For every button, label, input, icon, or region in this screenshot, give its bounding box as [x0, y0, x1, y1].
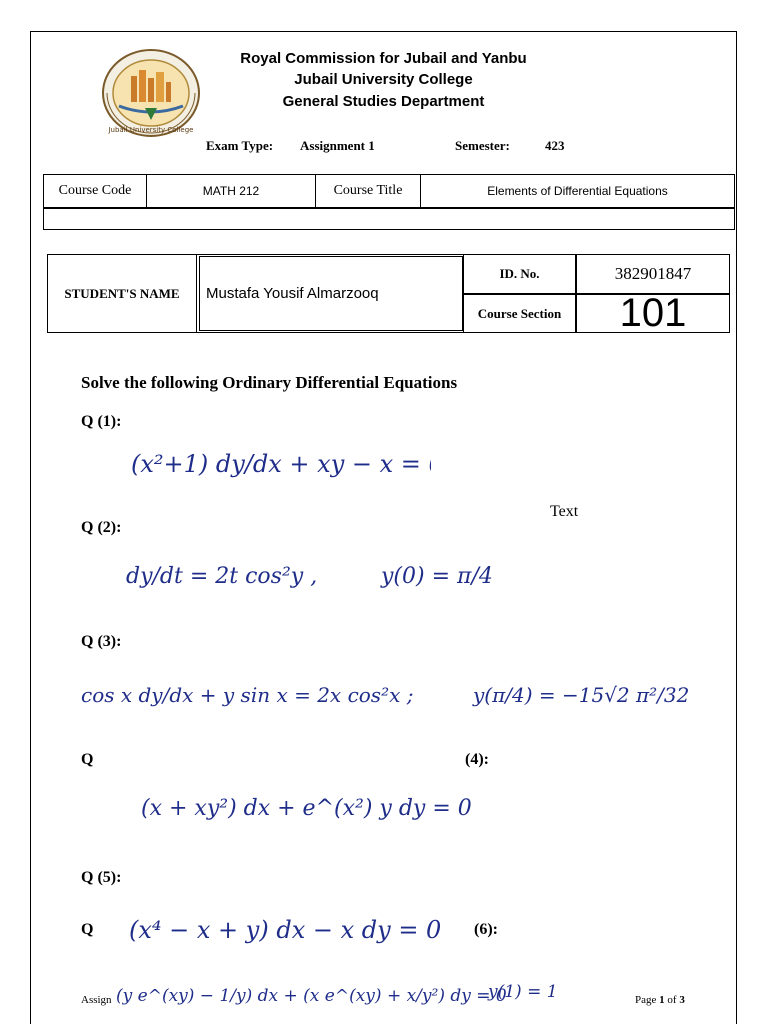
page-total: 3: [679, 994, 685, 1006]
q5-equation: (x⁴ − x + y) dx − x dy = 0: [129, 916, 442, 944]
q6-equation: (y e^(xy) − 1/y) dx + (x e^(xy) + x/y²) dy = 0: [116, 986, 507, 1006]
semester-label: Semester:: [455, 138, 510, 153]
q6-label-suffix: (6):: [474, 921, 498, 938]
course-table: [43, 174, 735, 208]
q5-handwriting: [129, 900, 469, 960]
header-line-2: Jubail University College: [294, 71, 473, 88]
id-value: 382901847: [576, 254, 730, 294]
q2-label: Q (2):: [81, 519, 122, 536]
course-section-value: 101: [576, 294, 730, 333]
logo-text: Jubail University College: [108, 126, 194, 134]
footer-left: Assign: [81, 994, 112, 1006]
id-label: ID. No.: [463, 254, 576, 294]
q3-initial-condition: y(π/4) = −15√2 π²/32: [473, 683, 690, 707]
header-line-3: General Studies Department: [282, 93, 485, 110]
course-section-label: Course Section: [463, 294, 576, 333]
q2-handwriting: [126, 547, 506, 607]
q1-equation: (x²+1) dy/dx + xy − x = 0: [131, 450, 431, 478]
course-title-value: Elements of Differential Equations: [421, 175, 735, 208]
q1-handwriting: [131, 437, 431, 497]
instructions: Solve the following Ordinary Differential Equations: [81, 373, 458, 392]
q2-equation: dy/dt = 2t cos²y ,: [126, 564, 318, 589]
q4-equation: (x + xy²) dx + e^(x²) y dy = 0: [141, 796, 472, 821]
q6-initial-condition: y(1) = 1: [488, 982, 558, 1002]
q1-label: Q (1):: [81, 413, 122, 430]
q3-label: Q (3):: [81, 633, 122, 650]
blank-row: [43, 208, 735, 230]
q3-equation: cos x dy/dx + y sin x = 2x cos²x ;: [81, 683, 414, 707]
q4-label-suffix: (4):: [465, 751, 489, 768]
page-prefix: Page: [635, 994, 657, 1006]
q5-label: Q (5):: [81, 869, 122, 886]
course-code-value: MATH 212: [147, 175, 316, 208]
q4-label-prefix: Q: [81, 751, 94, 768]
course-title-label: Course Title: [316, 175, 421, 208]
q4-handwriting: [141, 777, 481, 837]
q2-initial-condition: y(0) = π/4: [381, 564, 493, 589]
student-name-label: STUDENT'S NAME: [47, 254, 197, 333]
exam-page: [30, 31, 737, 1024]
header-line-1: Royal Commission for Jubail and Yanbu: [240, 50, 527, 67]
q6-label-prefix: Q: [81, 921, 94, 938]
q6-handwriting: [116, 967, 576, 1022]
exam-type-value: Assignment 1: [300, 138, 375, 153]
page-of: of: [667, 994, 677, 1006]
semester-value: 423: [545, 138, 565, 153]
stray-text: Text: [550, 503, 579, 520]
student-name-value: Mustafa Yousif Almarzooq: [199, 256, 463, 331]
page-number: 1: [659, 994, 665, 1006]
exam-type-label: Exam Type:: [206, 138, 274, 153]
page-indicator: [635, 994, 685, 1006]
course-code-label: Course Code: [44, 175, 147, 208]
q3-handwriting: [81, 660, 736, 735]
